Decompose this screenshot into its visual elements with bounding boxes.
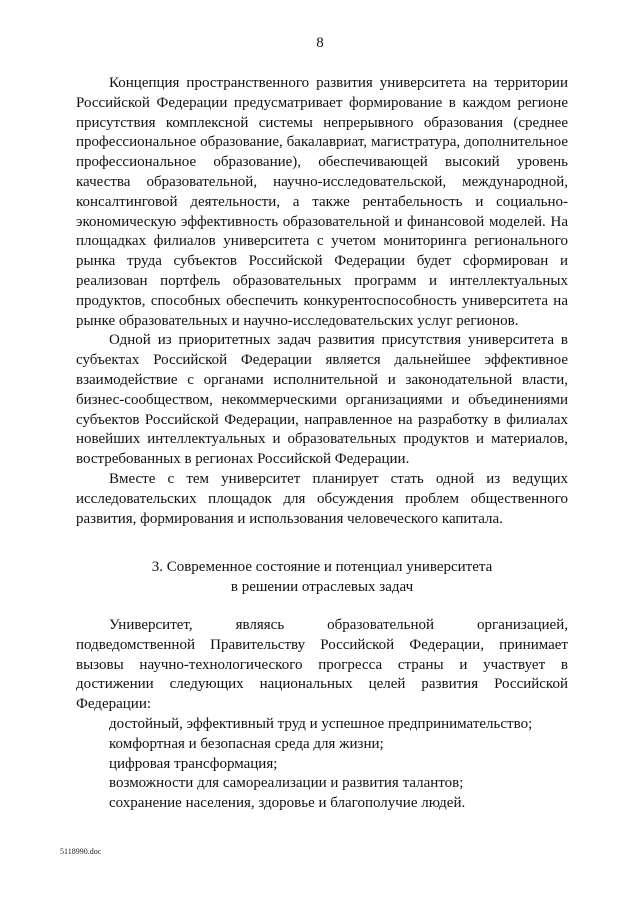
- list-item-goal: возможности для самореализации и развития талантов;: [109, 775, 464, 792]
- section-heading-line-2: в решении отраслевых задач: [230, 578, 414, 595]
- paragraph-national-goals-intro: Университет, являясь образовательной организацией, подведомственной Правительству Российской Федерации, принимает вызовы научно-технологического прогресса страны и участвует в достижении следующих национальных целей развития Российской Федерации:: [76, 617, 568, 713]
- list-item-goal: комфортная и безопасная среда для жизни;: [109, 735, 384, 752]
- paragraph-concept: Концепция пространственного развития университета на территории Российской Федерации предусматривает формирование в каждом регионе присутствия комплексной системы непрерывного образования (среднее профессиональное образование, бакалавриат, магистратура, дополнительное профессиональное образование), обеспечивающей высокий уровень качества образовательной, научно-исследовательской, международной, консалтинговой деятельности, а также рентабельность и социально-экономическую эффективность образовательной и финансовой моделей. На площадках филиалов университета с учетом мониторинга регионального рынка труда субъектов Российской Федерации будет сформирован и реализован портфель образовательных программ и интеллектуальных продуктов, способных обеспечить конкурентоспособность университета на рынке образовательных и научно-исследовательских услуг регионов.: [76, 75, 568, 329]
- list-item-goal: сохранение населения, здоровье и благополучие людей.: [109, 795, 466, 812]
- paragraph-priority-tasks: Одной из приоритетных задач развития присутствия университета в субъектах Российской Федерации является дальнейшее эффективное взаимодействие с органами исполнительной и законодательной власти, бизнес-сообществом, некоммерческими организациями и объединениями субъектов Российской Федерации, направленное на разработку в филиалах новейших интеллектуальных и образовательных продуктов и материалов, востребованных в регионах Российской Федерации.: [76, 332, 568, 468]
- document-filename: 5118990.doc: [60, 847, 102, 856]
- section-heading: [76, 558, 568, 598]
- page-number: 8: [316, 35, 324, 51]
- section-3-text: [76, 616, 568, 814]
- list-item-goal: достойный, эффективный труд и успешное предпринимательство;: [109, 715, 533, 732]
- list-item-goal: цифровая трансформация;: [109, 755, 278, 772]
- section-intro-text: [76, 74, 568, 529]
- section-heading-line-1: 3. Современное состояние и потенциал университета: [151, 559, 493, 575]
- paragraph-research-platform: Вместе с тем университет планирует стать одной из ведущих исследовательских площадок для обсуждения проблем общественного развития, формирования и использования человеческого капитала.: [76, 470, 568, 527]
